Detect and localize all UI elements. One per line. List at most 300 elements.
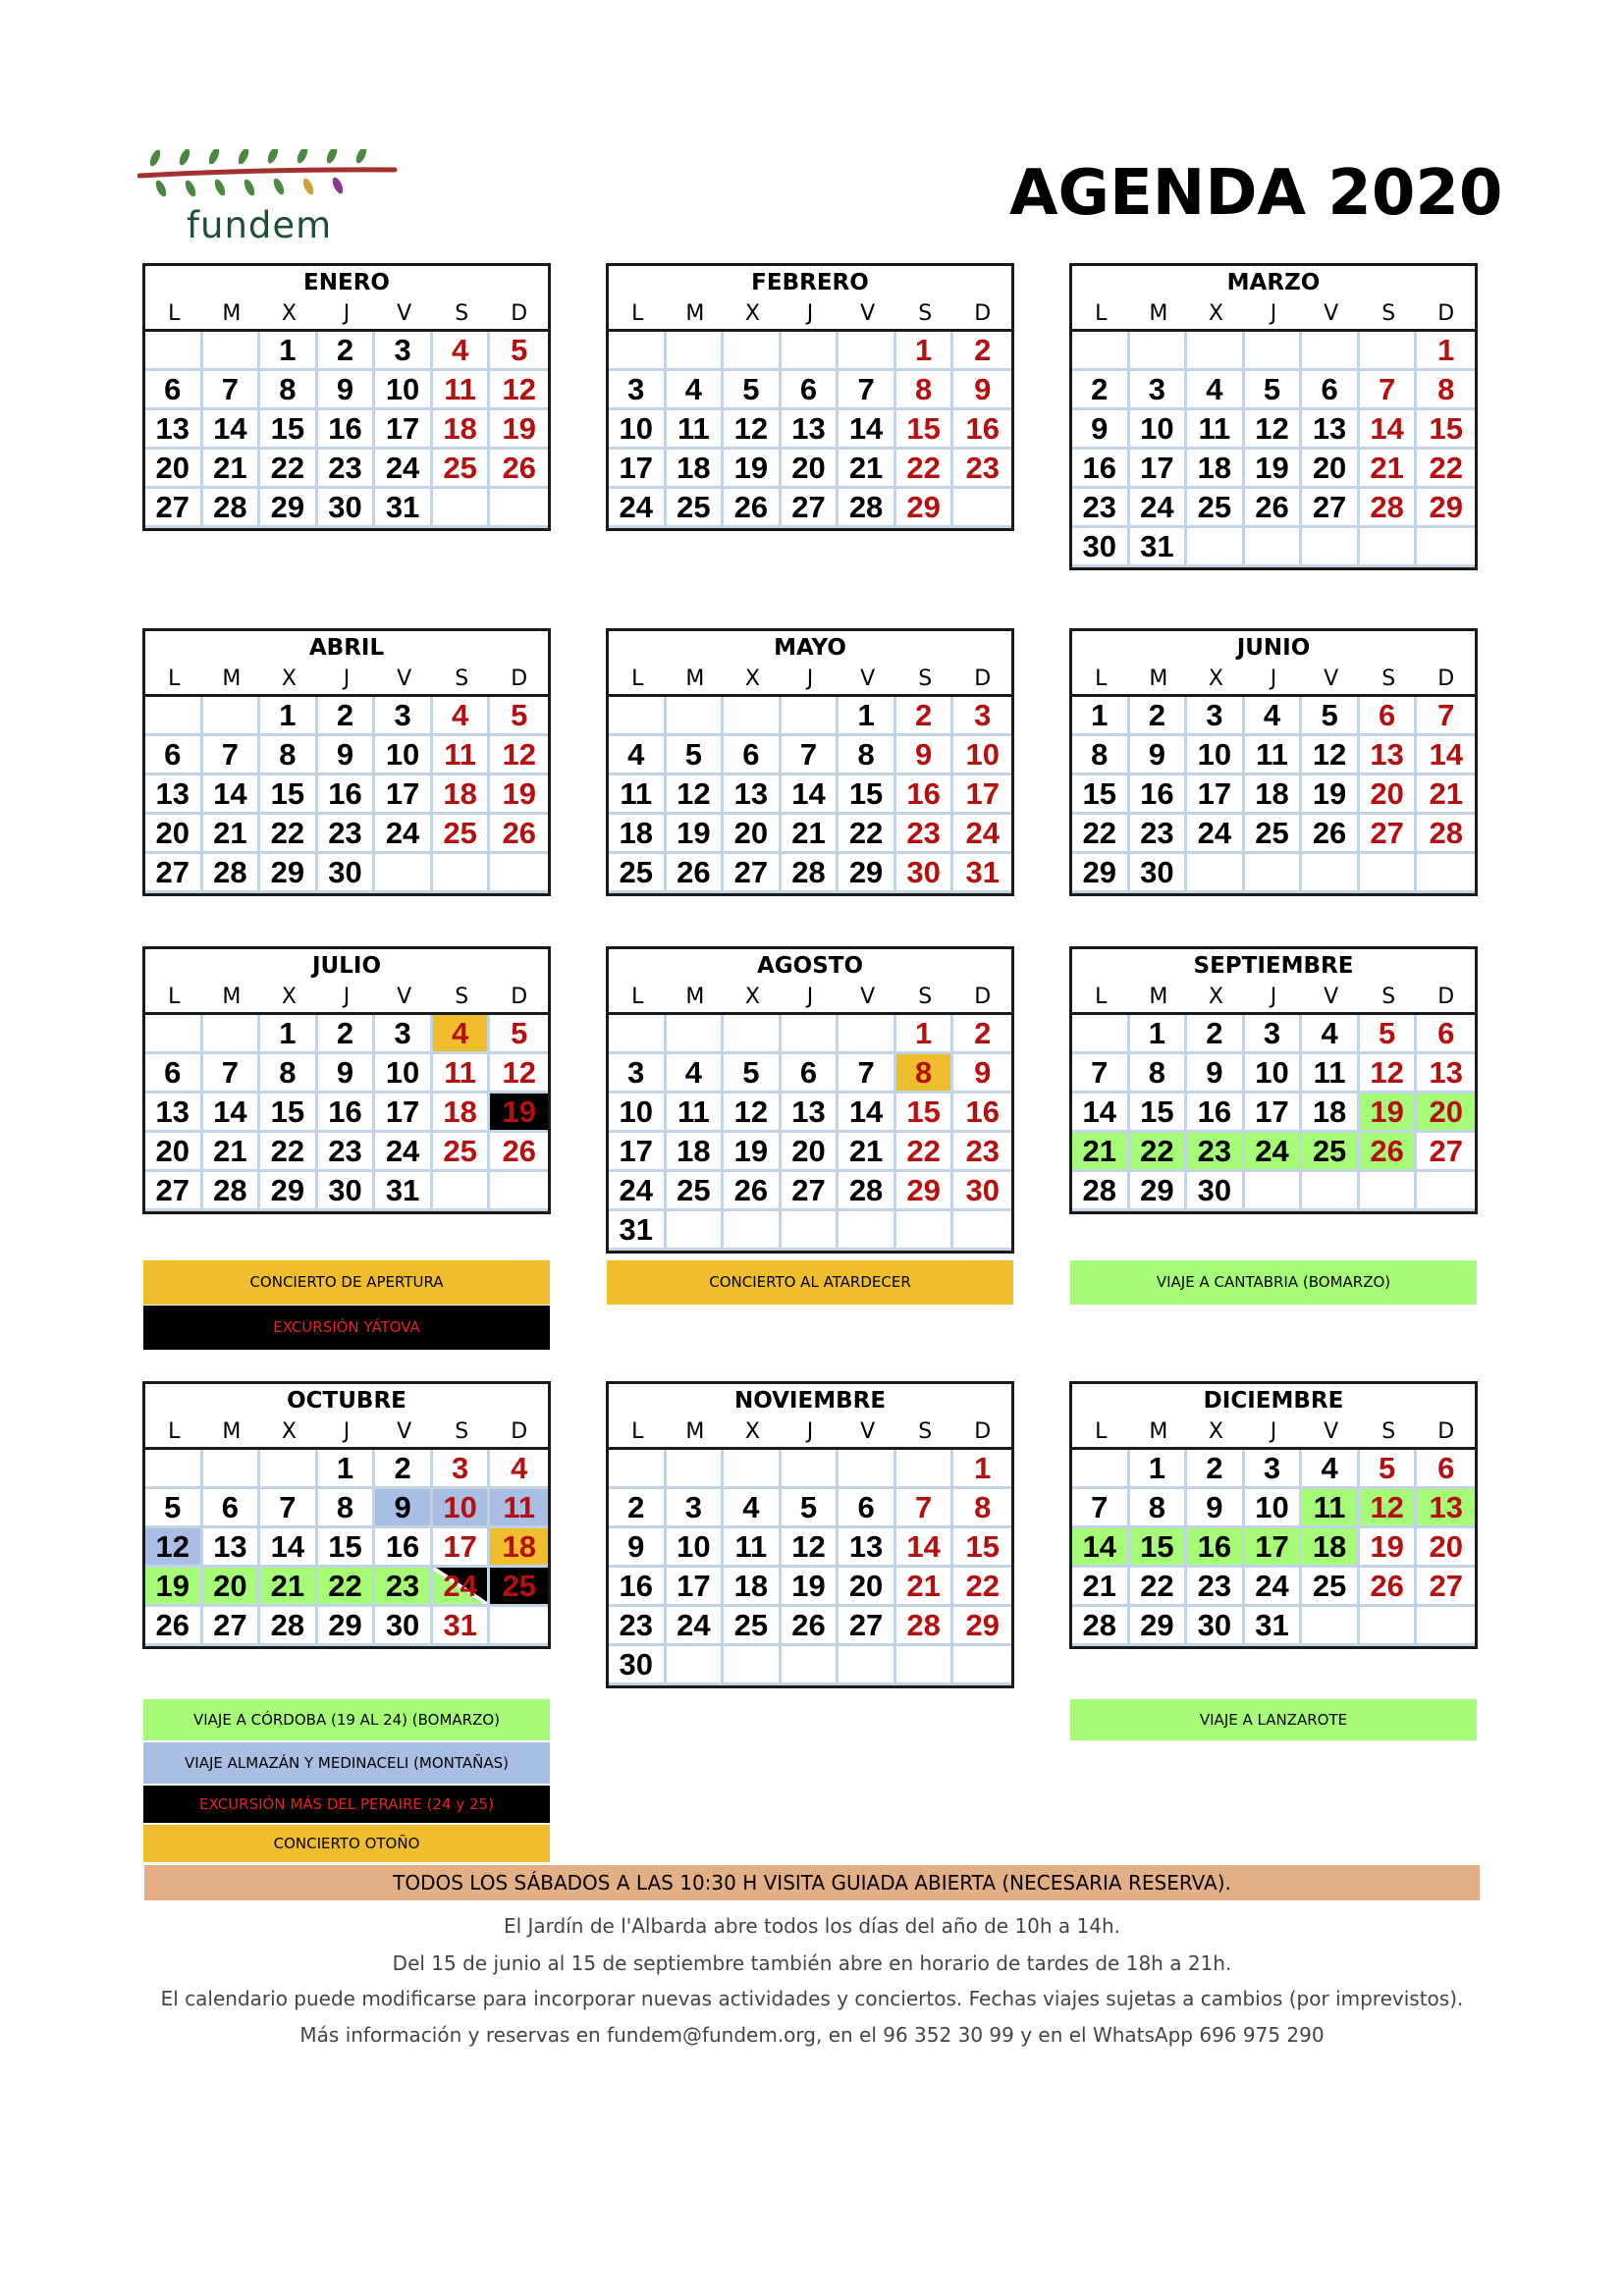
day-cell[interactable]: 5 (1360, 1450, 1418, 1489)
day-cell[interactable]: 6 (145, 1054, 203, 1094)
day-cell[interactable]: 15 (839, 775, 896, 815)
day-cell[interactable]: 18 (667, 450, 725, 489)
day-cell[interactable]: 11 (1302, 1054, 1360, 1094)
day-cell[interactable]: 24 (667, 1607, 725, 1646)
day-cell[interactable]: 20 (782, 1133, 839, 1172)
day-cell[interactable]: 16 (318, 775, 376, 815)
day-cell[interactable]: 21 (896, 1568, 954, 1607)
day-cell[interactable]: 17 (375, 410, 433, 450)
day-cell[interactable]: 20 (1417, 1094, 1475, 1133)
day-cell[interactable]: 2 (1130, 697, 1188, 736)
day-cell[interactable]: 22 (260, 450, 318, 489)
day-cell[interactable]: 3 (375, 1015, 433, 1054)
day-cell[interactable]: 25 (433, 1133, 491, 1172)
day-cell[interactable]: 22 (318, 1568, 376, 1607)
day-cell[interactable]: 15 (953, 1528, 1011, 1568)
day-cell[interactable]: 13 (145, 775, 203, 815)
day-cell[interactable]: 28 (260, 1607, 318, 1646)
day-cell[interactable]: 6 (1360, 697, 1418, 736)
day-cell[interactable]: 4 (1187, 371, 1245, 410)
day-cell[interactable]: 27 (203, 1607, 261, 1646)
day-cell[interactable]: 21 (1417, 775, 1475, 815)
day-cell[interactable]: 15 (1130, 1094, 1188, 1133)
day-cell[interactable]: 26 (1360, 1568, 1418, 1607)
day-cell[interactable]: 2 (609, 1489, 667, 1528)
day-cell[interactable]: 19 (724, 1133, 782, 1172)
day-cell[interactable]: 26 (1245, 489, 1303, 528)
day-cell[interactable]: 22 (896, 450, 954, 489)
day-cell[interactable]: 6 (1417, 1015, 1475, 1054)
day-cell[interactable]: 6 (1417, 1450, 1475, 1489)
day-cell[interactable]: 14 (839, 410, 896, 450)
day-cell[interactable]: 30 (609, 1646, 667, 1685)
day-cell[interactable]: 17 (433, 1528, 491, 1568)
day-cell[interactable]: 29 (1130, 1607, 1188, 1646)
day-cell[interactable]: 2 (1187, 1015, 1245, 1054)
day-cell[interactable]: 28 (839, 489, 896, 528)
day-cell[interactable]: 21 (260, 1568, 318, 1607)
day-cell[interactable]: 8 (1130, 1054, 1188, 1094)
day-cell[interactable]: 18 (1187, 450, 1245, 489)
day-cell[interactable]: 24 (375, 1133, 433, 1172)
day-cell[interactable]: 14 (1072, 1528, 1130, 1568)
day-cell[interactable]: 19 (1245, 450, 1303, 489)
day-cell[interactable]: 4 (667, 371, 725, 410)
day-cell[interactable]: 13 (145, 410, 203, 450)
day-cell[interactable]: 23 (953, 1133, 1011, 1172)
day-cell[interactable]: 13 (782, 1094, 839, 1133)
day-cell[interactable]: 4 (433, 332, 491, 371)
day-cell[interactable]: 16 (1187, 1528, 1245, 1568)
day-cell[interactable]: 24 (609, 489, 667, 528)
day-cell[interactable]: 28 (1072, 1607, 1130, 1646)
day-cell[interactable]: 13 (724, 775, 782, 815)
day-cell[interactable]: 21 (782, 815, 839, 854)
day-cell[interactable]: 25 (1302, 1133, 1360, 1172)
day-cell[interactable]: 1 (318, 1450, 376, 1489)
day-cell[interactable]: 13 (145, 1094, 203, 1133)
day-cell[interactable]: 21 (1360, 450, 1418, 489)
day-cell[interactable]: 30 (953, 1172, 1011, 1211)
day-cell[interactable]: 5 (667, 736, 725, 775)
day-cell[interactable]: 8 (260, 371, 318, 410)
day-cell[interactable]: 1 (260, 697, 318, 736)
day-cell[interactable]: 12 (490, 1054, 548, 1094)
day-cell[interactable]: 22 (953, 1568, 1011, 1607)
day-cell[interactable]: 14 (839, 1094, 896, 1133)
day-cell[interactable]: 20 (203, 1568, 261, 1607)
day-cell[interactable]: 8 (896, 1054, 954, 1094)
day-cell[interactable]: 7 (782, 736, 839, 775)
day-cell[interactable]: 4 (1245, 697, 1303, 736)
day-cell[interactable]: 18 (724, 1568, 782, 1607)
day-cell[interactable]: 23 (1072, 489, 1130, 528)
day-cell[interactable]: 18 (1302, 1528, 1360, 1568)
day-cell[interactable]: 6 (839, 1489, 896, 1528)
day-cell[interactable]: 3 (433, 1450, 491, 1489)
day-cell[interactable]: 14 (203, 410, 261, 450)
day-cell[interactable]: 30 (1072, 528, 1130, 567)
day-cell[interactable]: 3 (1187, 697, 1245, 736)
day-cell[interactable]: 8 (1417, 371, 1475, 410)
day-cell[interactable]: 3 (375, 697, 433, 736)
day-cell[interactable]: 19 (1360, 1094, 1418, 1133)
day-cell[interactable]: 27 (1302, 489, 1360, 528)
day-cell[interactable]: 13 (782, 410, 839, 450)
day-cell[interactable]: 15 (318, 1528, 376, 1568)
day-cell[interactable]: 10 (609, 410, 667, 450)
day-cell[interactable]: 14 (203, 775, 261, 815)
day-cell[interactable]: 4 (433, 697, 491, 736)
day-cell[interactable]: 6 (1302, 371, 1360, 410)
day-cell[interactable]: 31 (1245, 1607, 1303, 1646)
day-cell[interactable]: 17 (1130, 450, 1188, 489)
day-cell[interactable]: 15 (260, 1094, 318, 1133)
day-cell[interactable]: 20 (1360, 775, 1418, 815)
day-cell[interactable]: 20 (839, 1568, 896, 1607)
day-cell[interactable]: 3 (609, 1054, 667, 1094)
day-cell[interactable]: 1 (896, 1015, 954, 1054)
day-cell[interactable]: 29 (896, 1172, 954, 1211)
day-cell[interactable]: 25 (433, 815, 491, 854)
day-cell[interactable]: 3 (609, 371, 667, 410)
day-cell[interactable]: 28 (203, 854, 261, 893)
day-cell[interactable]: 16 (1187, 1094, 1245, 1133)
day-cell[interactable]: 19 (667, 815, 725, 854)
day-cell[interactable]: 11 (1245, 736, 1303, 775)
day-cell[interactable]: 5 (1245, 371, 1303, 410)
day-cell[interactable]: 25 (1302, 1568, 1360, 1607)
day-cell[interactable]: 24 (375, 815, 433, 854)
day-cell[interactable]: 29 (1130, 1172, 1188, 1211)
day-cell[interactable]: 14 (1360, 410, 1418, 450)
day-cell[interactable]: 9 (896, 736, 954, 775)
day-cell[interactable]: 30 (1187, 1607, 1245, 1646)
day-cell[interactable]: 10 (1245, 1054, 1303, 1094)
day-cell[interactable]: 15 (260, 775, 318, 815)
day-cell[interactable]: 11 (1302, 1489, 1360, 1528)
day-cell[interactable]: 30 (375, 1607, 433, 1646)
day-cell[interactable]: 27 (782, 489, 839, 528)
day-cell[interactable]: 6 (724, 736, 782, 775)
day-cell[interactable]: 8 (839, 736, 896, 775)
day-cell[interactable]: 17 (609, 1133, 667, 1172)
day-cell[interactable]: 19 (1302, 775, 1360, 815)
day-cell[interactable]: 3 (375, 332, 433, 371)
day-cell[interactable]: 4 (1302, 1450, 1360, 1489)
day-cell[interactable]: 8 (953, 1489, 1011, 1528)
day-cell[interactable]: 22 (1130, 1568, 1188, 1607)
day-cell[interactable]: 11 (724, 1528, 782, 1568)
day-cell[interactable]: 30 (318, 854, 376, 893)
day-cell[interactable]: 28 (1072, 1172, 1130, 1211)
day-cell[interactable]: 18 (1245, 775, 1303, 815)
day-cell[interactable]: 12 (1360, 1054, 1418, 1094)
day-cell[interactable]: 24 (1245, 1568, 1303, 1607)
day-cell[interactable]: 26 (490, 450, 548, 489)
day-cell[interactable]: 20 (1302, 450, 1360, 489)
day-cell[interactable]: 21 (1072, 1133, 1130, 1172)
day-cell[interactable]: 1 (1417, 332, 1475, 371)
day-cell[interactable]: 9 (318, 736, 376, 775)
day-cell[interactable]: 5 (782, 1489, 839, 1528)
day-cell[interactable]: 29 (896, 489, 954, 528)
day-cell[interactable]: 4 (1302, 1015, 1360, 1054)
day-cell[interactable]: 25 (1187, 489, 1245, 528)
day-cell[interactable]: 30 (318, 489, 376, 528)
day-cell[interactable]: 14 (896, 1528, 954, 1568)
day-cell[interactable]: 27 (145, 854, 203, 893)
day-cell[interactable]: 19 (1360, 1528, 1418, 1568)
day-cell[interactable]: 16 (1072, 450, 1130, 489)
day-cell[interactable]: 27 (1360, 815, 1418, 854)
day-cell[interactable]: 18 (490, 1528, 548, 1568)
day-cell[interactable]: 25 (1245, 815, 1303, 854)
day-cell[interactable]: 22 (260, 815, 318, 854)
day-cell[interactable]: 3 (1130, 371, 1188, 410)
day-cell[interactable]: 6 (782, 1054, 839, 1094)
day-cell[interactable]: 7 (1360, 371, 1418, 410)
day-cell[interactable]: 1 (260, 332, 318, 371)
day-cell[interactable]: 26 (724, 1172, 782, 1211)
day-cell[interactable]: 12 (1245, 410, 1303, 450)
day-cell[interactable]: 11 (667, 410, 725, 450)
day-cell[interactable]: 14 (260, 1528, 318, 1568)
day-cell[interactable]: 27 (145, 489, 203, 528)
day-cell[interactable]: 27 (1417, 1133, 1475, 1172)
day-cell[interactable]: 24 (609, 1172, 667, 1211)
day-cell[interactable]: 5 (724, 371, 782, 410)
day-cell[interactable]: 6 (145, 371, 203, 410)
day-cell[interactable]: 7 (1072, 1489, 1130, 1528)
day-cell[interactable]: 24 (1187, 815, 1245, 854)
day-cell[interactable]: 2 (318, 1015, 376, 1054)
day-cell[interactable]: 7 (839, 1054, 896, 1094)
day-cell[interactable]: 26 (1360, 1133, 1418, 1172)
day-cell[interactable]: 15 (896, 410, 954, 450)
day-cell[interactable]: 2 (1187, 1450, 1245, 1489)
day-cell[interactable]: 17 (953, 775, 1011, 815)
day-cell[interactable]: 2 (318, 332, 376, 371)
day-cell[interactable]: 26 (782, 1607, 839, 1646)
day-cell[interactable]: 31 (375, 489, 433, 528)
day-cell[interactable]: 29 (953, 1607, 1011, 1646)
day-cell[interactable]: 10 (1187, 736, 1245, 775)
day-cell[interactable]: 21 (839, 450, 896, 489)
day-cell[interactable]: 7 (1417, 697, 1475, 736)
day-cell[interactable]: 30 (896, 854, 954, 893)
day-cell[interactable]: 27 (1417, 1568, 1475, 1607)
day-cell[interactable]: 17 (375, 775, 433, 815)
day-cell[interactable]: 11 (609, 775, 667, 815)
day-cell[interactable]: 8 (896, 371, 954, 410)
day-cell[interactable]: 11 (433, 1054, 491, 1094)
day-cell[interactable]: 26 (145, 1607, 203, 1646)
day-cell[interactable]: 9 (1187, 1054, 1245, 1094)
day-cell[interactable]: 8 (1072, 736, 1130, 775)
day-cell[interactable]: 12 (1360, 1489, 1418, 1528)
day-cell[interactable]: 24 (375, 450, 433, 489)
day-cell[interactable]: 7 (1072, 1054, 1130, 1094)
day-cell[interactable]: 10 (375, 1054, 433, 1094)
day-cell[interactable]: 23 (1130, 815, 1188, 854)
day-cell[interactable]: 2 (953, 332, 1011, 371)
day-cell[interactable]: 26 (667, 854, 725, 893)
day-cell[interactable]: 19 (782, 1568, 839, 1607)
day-cell[interactable]: 31 (433, 1607, 491, 1646)
day-cell[interactable]: 13 (839, 1528, 896, 1568)
day-cell[interactable]: 5 (490, 1015, 548, 1054)
day-cell[interactable]: 25 (609, 854, 667, 893)
day-cell[interactable]: 26 (724, 489, 782, 528)
day-cell[interactable]: 23 (318, 815, 376, 854)
day-cell[interactable]: 15 (1072, 775, 1130, 815)
day-cell[interactable]: 4 (490, 1450, 548, 1489)
day-cell[interactable]: 5 (145, 1489, 203, 1528)
day-cell[interactable]: 13 (1417, 1489, 1475, 1528)
day-cell[interactable]: 18 (1302, 1094, 1360, 1133)
day-cell[interactable]: 19 (490, 410, 548, 450)
day-cell[interactable]: 18 (433, 410, 491, 450)
day-cell[interactable]: 20 (145, 450, 203, 489)
day-cell[interactable]: 17 (1245, 1094, 1303, 1133)
day-cell[interactable]: 24 (433, 1568, 491, 1607)
day-cell[interactable]: 24 (1130, 489, 1188, 528)
day-cell[interactable]: 28 (1417, 815, 1475, 854)
day-cell[interactable]: 19 (490, 775, 548, 815)
day-cell[interactable]: 15 (260, 410, 318, 450)
day-cell[interactable]: 21 (1072, 1568, 1130, 1607)
day-cell[interactable]: 12 (145, 1528, 203, 1568)
day-cell[interactable]: 8 (1130, 1489, 1188, 1528)
day-cell[interactable]: 16 (1130, 775, 1188, 815)
day-cell[interactable]: 7 (203, 1054, 261, 1094)
day-cell[interactable]: 23 (318, 450, 376, 489)
day-cell[interactable]: 4 (609, 736, 667, 775)
day-cell[interactable]: 3 (1245, 1015, 1303, 1054)
day-cell[interactable]: 28 (782, 854, 839, 893)
day-cell[interactable]: 23 (1187, 1568, 1245, 1607)
day-cell[interactable]: 10 (1245, 1489, 1303, 1528)
day-cell[interactable]: 30 (1130, 854, 1188, 893)
day-cell[interactable]: 23 (953, 450, 1011, 489)
day-cell[interactable]: 27 (145, 1172, 203, 1211)
day-cell[interactable]: 1 (1130, 1450, 1188, 1489)
day-cell[interactable]: 1 (260, 1015, 318, 1054)
day-cell[interactable]: 25 (667, 1172, 725, 1211)
day-cell[interactable]: 7 (203, 736, 261, 775)
day-cell[interactable]: 11 (490, 1489, 548, 1528)
day-cell[interactable]: 7 (839, 371, 896, 410)
day-cell[interactable]: 19 (145, 1568, 203, 1607)
day-cell[interactable]: 29 (260, 854, 318, 893)
day-cell[interactable]: 18 (667, 1133, 725, 1172)
day-cell[interactable]: 6 (782, 371, 839, 410)
day-cell[interactable]: 19 (490, 1094, 548, 1133)
day-cell[interactable]: 29 (1417, 489, 1475, 528)
day-cell[interactable]: 9 (1072, 410, 1130, 450)
day-cell[interactable]: 9 (318, 1054, 376, 1094)
day-cell[interactable]: 15 (896, 1094, 954, 1133)
day-cell[interactable]: 2 (896, 697, 954, 736)
day-cell[interactable]: 13 (1417, 1054, 1475, 1094)
day-cell[interactable]: 12 (782, 1528, 839, 1568)
day-cell[interactable]: 27 (782, 1172, 839, 1211)
day-cell[interactable]: 5 (724, 1054, 782, 1094)
day-cell[interactable]: 17 (1187, 775, 1245, 815)
day-cell[interactable]: 7 (260, 1489, 318, 1528)
day-cell[interactable]: 10 (433, 1489, 491, 1528)
day-cell[interactable]: 28 (1360, 489, 1418, 528)
day-cell[interactable]: 4 (724, 1489, 782, 1528)
day-cell[interactable]: 13 (1360, 736, 1418, 775)
day-cell[interactable]: 8 (260, 736, 318, 775)
day-cell[interactable]: 31 (953, 854, 1011, 893)
day-cell[interactable]: 16 (375, 1528, 433, 1568)
day-cell[interactable]: 9 (953, 371, 1011, 410)
day-cell[interactable]: 8 (318, 1489, 376, 1528)
day-cell[interactable]: 11 (667, 1094, 725, 1133)
day-cell[interactable]: 9 (1130, 736, 1188, 775)
day-cell[interactable]: 10 (667, 1528, 725, 1568)
day-cell[interactable]: 22 (1072, 815, 1130, 854)
day-cell[interactable]: 18 (609, 815, 667, 854)
day-cell[interactable]: 16 (953, 1094, 1011, 1133)
day-cell[interactable]: 31 (1130, 528, 1188, 567)
day-cell[interactable]: 31 (609, 1211, 667, 1251)
day-cell[interactable]: 30 (1187, 1172, 1245, 1211)
day-cell[interactable]: 23 (1187, 1133, 1245, 1172)
day-cell[interactable]: 26 (490, 815, 548, 854)
day-cell[interactable]: 20 (1417, 1528, 1475, 1568)
day-cell[interactable]: 28 (203, 1172, 261, 1211)
day-cell[interactable]: 16 (896, 775, 954, 815)
day-cell[interactable]: 5 (1360, 1015, 1418, 1054)
day-cell[interactable]: 6 (145, 736, 203, 775)
day-cell[interactable]: 16 (609, 1568, 667, 1607)
day-cell[interactable]: 29 (260, 489, 318, 528)
day-cell[interactable]: 3 (953, 697, 1011, 736)
day-cell[interactable]: 23 (609, 1607, 667, 1646)
day-cell[interactable]: 25 (724, 1607, 782, 1646)
day-cell[interactable]: 22 (839, 815, 896, 854)
day-cell[interactable]: 1 (1072, 697, 1130, 736)
day-cell[interactable]: 26 (1302, 815, 1360, 854)
day-cell[interactable]: 16 (318, 1094, 376, 1133)
day-cell[interactable]: 9 (318, 371, 376, 410)
day-cell[interactable]: 23 (896, 815, 954, 854)
day-cell[interactable]: 18 (433, 775, 491, 815)
day-cell[interactable]: 14 (782, 775, 839, 815)
day-cell[interactable]: 10 (1130, 410, 1188, 450)
day-cell[interactable]: 2 (953, 1015, 1011, 1054)
day-cell[interactable]: 10 (375, 371, 433, 410)
day-cell[interactable]: 3 (667, 1489, 725, 1528)
day-cell[interactable]: 21 (203, 815, 261, 854)
day-cell[interactable]: 5 (1302, 697, 1360, 736)
day-cell[interactable]: 25 (433, 450, 491, 489)
day-cell[interactable]: 1 (953, 1450, 1011, 1489)
day-cell[interactable]: 26 (490, 1133, 548, 1172)
day-cell[interactable]: 22 (260, 1133, 318, 1172)
day-cell[interactable]: 22 (896, 1133, 954, 1172)
day-cell[interactable]: 19 (724, 450, 782, 489)
day-cell[interactable]: 14 (203, 1094, 261, 1133)
day-cell[interactable]: 29 (260, 1172, 318, 1211)
day-cell[interactable]: 1 (1130, 1015, 1188, 1054)
day-cell[interactable]: 17 (375, 1094, 433, 1133)
day-cell[interactable]: 2 (318, 697, 376, 736)
